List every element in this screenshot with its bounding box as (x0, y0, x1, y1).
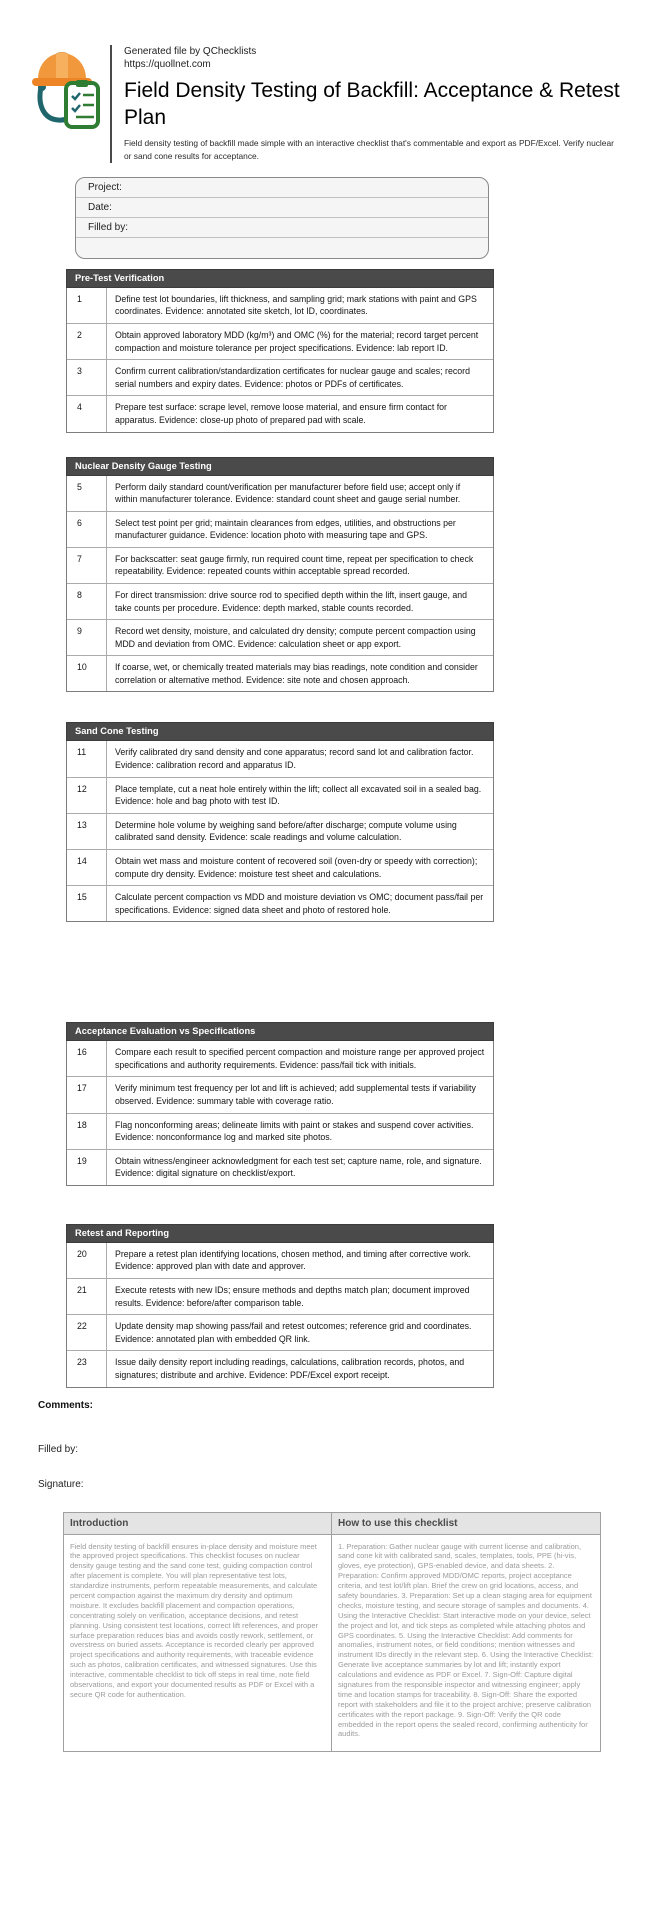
checklist-row[interactable] (67, 583, 493, 619)
row-text: Determine hole volume by weighing sand before/after discharge; compute volume using calibrated sand density. Evidence: scale readings and volume calculation. (115, 819, 457, 843)
row-number: 20 (67, 1243, 107, 1278)
checklist-section (66, 722, 494, 922)
footer-filled-by-label: Filled by: (38, 1443, 79, 1455)
comments-label: Comments: (38, 1399, 94, 1411)
introduction-title: Introduction (64, 1513, 331, 1535)
checklist-section (66, 1224, 494, 1388)
row-text: Place template, cut a neat hole entirely within the lift; collect all excavated soil in a sealed bag. Evidence: hole and bag photo with test ID. (115, 783, 482, 807)
section-title: Acceptance Evaluation vs Specifications (66, 1022, 494, 1041)
row-text: Obtain witness/engineer acknowledgment for each test set; capture name, role, and signature. Evidence: digital signature on checklist/export. (115, 1155, 482, 1179)
checklist-row[interactable] (67, 288, 493, 323)
row-text: Perform daily standard count/verification per manufacturer before field use; accept only if within manufacturer tolerance. Evidence: standard count sheet and gauge serial number. (115, 481, 461, 505)
checklist-row[interactable] (67, 1113, 493, 1149)
checklist-row[interactable] (67, 476, 493, 511)
form-field-project[interactable] (76, 178, 488, 198)
site-url-link[interactable]: https://quollnet.com (124, 59, 211, 71)
introduction-body: Field density testing of backfill ensures in-place density and moisture meet the approved project specifications. This checklist focuses on nuclear density gauge testing and the sand cone test, guiding compaction control after placement is complete. You will plan representative test lots, standardize instruments, perform repeatable measurements, and calculate percent compaction against the maximum dry density and optimum moisture. It excludes backfill placement and compaction operations, concentrating solely on verification, acceptance decisions, and retest planning. Using consistent test locations, correct lift references, and proper surface preparation reduces bias and avoids costly rework, settlement, or overstress on buried assets. Acceptance is recorded clearly per approved project specifications and authority requirements, with traceable evidence such as photos, calibration certificates, and witnessed signatures. Use this interactive, commentable checklist to tick off steps in real time, note field observations, and export your documented results as PDF or Excel with a secure QR code for authentication. (70, 1541, 319, 1699)
row-text: For direct transmission: drive source rod to specified depth within the lift, insert gauge, and take counts per procedure. Evidence: depth marked, stable counts recorded. (115, 590, 468, 613)
row-number: 6 (67, 512, 107, 547)
row-text: Record wet density, moisture, and calculated dry density; compute percent compaction using MDD and deviation from OMC. Evidence: calculation sheet or app export. (115, 626, 476, 649)
clipboard-clip (76, 80, 88, 87)
checklist-row[interactable] (67, 395, 493, 431)
checklist-section (66, 1022, 494, 1186)
generated-by-line: Generated file by QChecklists (124, 46, 257, 57)
row-text: Obtain approved laboratory MDD (kg/m³) and OMC (%) for the material; record target percent compaction and moisture tolerance per project specifications. Evidence: lab report ID. (115, 330, 479, 353)
row-text: Update density map showing pass/fail and retest outcomes; reference grid and coordinates. Evidence: annotated plan with embedded QR link. (115, 1321, 472, 1344)
checklist-row[interactable] (67, 655, 493, 691)
checklist-row[interactable] (67, 813, 493, 849)
row-text: Flag nonconforming areas; delineate limits with paint or stakes and suspend cover activities. Evidence: nonconformance log and marked site photos. (115, 1119, 474, 1143)
checklist-row[interactable] (67, 1350, 493, 1386)
introduction-column (64, 1513, 332, 1752)
row-number: 4 (67, 396, 107, 431)
row-number: 5 (67, 476, 107, 511)
row-number: 15 (67, 886, 107, 921)
page-header (28, 45, 625, 163)
row-number: 11 (67, 741, 107, 776)
hard-hat-stripe (56, 52, 68, 79)
row-number: 22 (67, 1315, 107, 1350)
checklist-row[interactable] (67, 1076, 493, 1112)
filled-by-label: Filled by: (88, 221, 129, 233)
form-field-empty[interactable] (76, 238, 488, 258)
header-text-block (110, 45, 625, 163)
checklist-section (66, 269, 494, 433)
checklist-row[interactable] (67, 323, 493, 359)
row-number: 18 (67, 1114, 107, 1149)
howto-body: 1. Preparation: Gather nuclear gauge with current license and calibration, sand cone kit with calibrated sand, scales, templates, tools, PPE (hi-vis, gloves, eye protection), GPS-enabled device, and data sheets. 2. Preparation: Confirm approved MDD/OMC reports, project acceptance criteria, and test lot/lift plan. Brief the crew on grid locations, access, and safety boundaries. 3. Preparation: Set up a clean staging area for equipment checks, moisture testing, and secure storage of samples and documents. 4. Using the Interactive Checklist: Start interactive mode on your device, select the project and lot, and tick steps as completed while attaching photos and GPS coordinates. 5. Using the Interactive Checklist: Add comments for anomalies, instrument notes, or field conditions; mention witnesses and instrument IDs directly in the relevant step. 6. Using the Interactive Checklist: Generate live acceptance summaries by lot and lift; instantly export calculations and evidence as PDF or Excel. 7. Sign-Off: Capture digital signatures from the responsible inspector and witnessing engineer; apply time and location stamps for traceability. 8. Sign-Off: Share the exported report with stakeholders and file it to the project archive; preserve calibration certificates with the report package. 9. Sign-Off: Verify the QR code embedded in the report opens the sealed record, confirming authenticity for audits. (338, 1541, 594, 1739)
row-text: Execute retests with new IDs; ensure methods and depths match plan; document improved results. Evidence: before/after comparison table. (115, 1285, 470, 1308)
row-number: 10 (67, 656, 107, 691)
row-number: 23 (67, 1351, 107, 1386)
checklist-row[interactable] (67, 1243, 493, 1278)
info-box (63, 1512, 601, 1753)
row-text: Prepare test surface: scrape level, remove loose material, and ensure firm contact for apparatus. Evidence: close-up photo of prepared pad with scale. (115, 402, 447, 425)
checklist-row[interactable] (67, 619, 493, 655)
checklist-row[interactable] (67, 1278, 493, 1314)
row-text: For backscatter: seat gauge firmly, run required count time, repeat per specification to check repeatability. Evidence: repeated counts within acceptable spread recorded. (115, 553, 474, 577)
row-number: 17 (67, 1077, 107, 1112)
row-text: Confirm current calibration/standardization certificates for nuclear gauge and scales; record serial numbers and expiry dates. Evidence: photos or PDFs of certificates. (115, 366, 470, 389)
checklist-row[interactable] (67, 885, 493, 921)
row-text: Issue daily density report including readings, calculations, calibration records, photos, and signatures; distribute and archive. Evidence: PDF/Excel export receipt. (115, 1357, 465, 1380)
row-number: 1 (67, 288, 107, 323)
form-field-filled-by[interactable] (76, 218, 488, 238)
checklist-row[interactable] (67, 849, 493, 885)
howto-column (332, 1513, 600, 1752)
qchecklists-logo (28, 47, 102, 163)
row-number: 12 (67, 778, 107, 813)
howto-title: How to use this checklist (332, 1513, 600, 1535)
row-number: 21 (67, 1279, 107, 1314)
row-number: 13 (67, 814, 107, 849)
section-title: Sand Cone Testing (66, 722, 494, 741)
checklist-table (66, 1041, 494, 1186)
row-text: Define test lot boundaries, lift thickness, and sampling grid; mark stations with paint and GPS coordinates. Evidence: annotated site sketch, lot ID, coordinates. (115, 293, 477, 317)
row-number: 7 (67, 548, 107, 583)
form-box (75, 177, 489, 259)
section-title: Retest and Reporting (66, 1224, 494, 1243)
checklist-table (66, 288, 494, 433)
section-title: Nuclear Density Gauge Testing (66, 457, 494, 476)
form-field-date[interactable] (76, 198, 488, 218)
checklist-row[interactable] (67, 1149, 493, 1185)
row-number: 16 (67, 1041, 107, 1076)
row-number: 9 (67, 620, 107, 655)
date-label: Date: (88, 201, 112, 213)
row-number: 19 (67, 1150, 107, 1185)
row-text: Select test point per grid; maintain clearances from edges, utilities, and obstructions per manufacturer guidance. Evidence: location photo with measuring tape and GPS. (115, 517, 456, 541)
qchecklists-logo-icon (28, 47, 102, 131)
checklist-row[interactable] (67, 547, 493, 583)
row-number: 3 (67, 360, 107, 395)
checklist-row[interactable] (67, 511, 493, 547)
signature-label: Signature: (38, 1478, 84, 1490)
checklist-row[interactable] (67, 741, 493, 776)
project-label: Project: (88, 181, 122, 193)
row-text: Verify calibrated dry sand density and cone apparatus; record sand lot and calibration factor. Evidence: calibration record and apparatus ID. (115, 747, 474, 771)
row-number: 2 (67, 324, 107, 359)
checklist-row[interactable] (67, 359, 493, 395)
checklist-table (66, 741, 494, 922)
checklist-sections (66, 269, 494, 1388)
sheet-footer (38, 1400, 661, 1490)
row-text: Prepare a retest plan identifying locations, chosen method, and timing after corrective work. Evidence: approved plan with date and approver. (115, 1248, 471, 1272)
row-number: 8 (67, 584, 107, 619)
checklist-table (66, 476, 494, 693)
section-title: Pre-Test Verification (66, 269, 494, 288)
page-subtitle: Field density testing of backfill made simple with an interactive checklist that's commentable and export as PDF/Excel. Verify nuclear or sand cone results for acceptance. (124, 137, 614, 161)
row-text: Compare each result to specified percent compaction and moisture range per approved project specifications and authority requirements. Evidence: pass/fail tick with initials. (115, 1047, 485, 1070)
checklist-row[interactable] (67, 777, 493, 813)
page-title: Field Density Testing of Backfill: Acceptance & Retest Plan (124, 79, 620, 129)
row-text: If coarse, wet, or chemically treated materials may bias readings, note condition and consider correlation or alternative method. Evidence: site note and chosen approach. (115, 662, 478, 685)
row-number: 14 (67, 850, 107, 885)
row-text: Calculate percent compaction vs MDD and moisture deviation vs OMC; document pass/fail per specifications. Evidence: signed data sheet and photo of restored hole. (115, 892, 484, 915)
checklist-row[interactable] (67, 1314, 493, 1350)
checklist-row[interactable] (67, 1041, 493, 1076)
checklist-table (66, 1243, 494, 1388)
row-text: Obtain wet mass and moisture content of recovered soil (oven-dry or speedy with correction); compute dry density. Evidence: moisture test sheet and calculations. (115, 855, 478, 879)
row-text: Verify minimum test frequency per lot and lift is achieved; add supplemental tests if variability observed. Evidence: summary table with coverage ratio. (115, 1083, 476, 1106)
checklist-section (66, 457, 494, 693)
